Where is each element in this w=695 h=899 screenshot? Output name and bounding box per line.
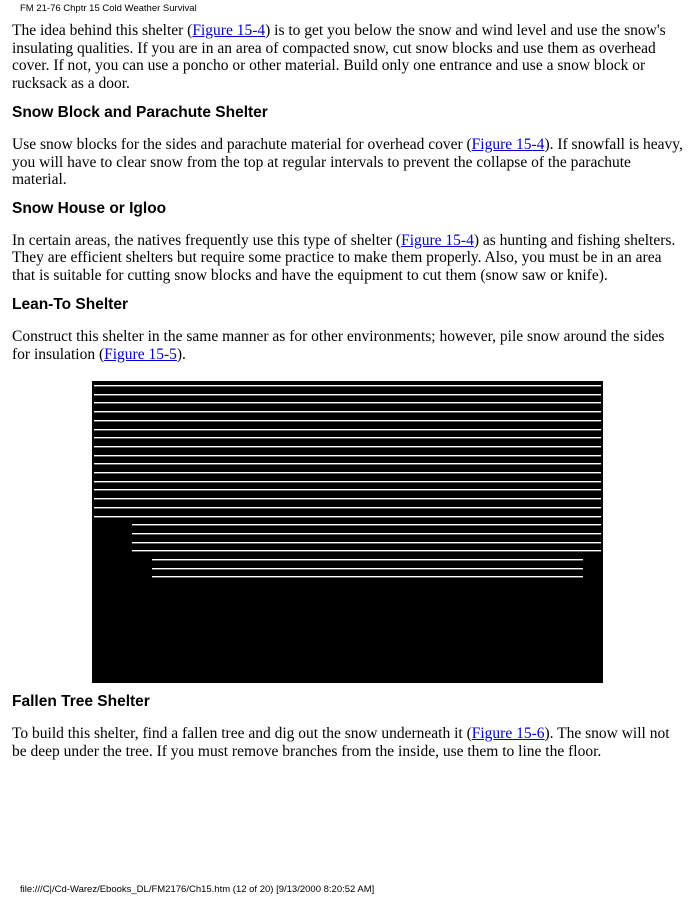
figure-scanline (94, 472, 601, 473)
link-figure-15-4[interactable]: Figure 15-4 (471, 136, 545, 153)
figure-scanline (94, 455, 601, 456)
running-footer: file:///C|/Cd-Warez/Ebooks_DL/FM2176/Ch15.htm (12 of 20) [9/13/2000 8:20:52 AM] (20, 884, 375, 895)
figure-scanline (94, 463, 601, 464)
heading-lean-to-shelter: Lean-To Shelter (12, 296, 128, 313)
figure-scanlines (92, 381, 603, 683)
figure-scanline (152, 576, 583, 577)
figure-scanline (152, 568, 583, 569)
figure-scanline (152, 559, 583, 560)
heading-fallen-tree-shelter: Fallen Tree Shelter (12, 693, 150, 710)
figure-scanline (94, 446, 601, 447)
figure-scanline (94, 385, 601, 386)
figure-scanline (94, 489, 601, 490)
figure-scanline (132, 533, 601, 534)
link-figure-15-4[interactable]: Figure 15-4 (192, 22, 266, 39)
figure-15-5-image (92, 381, 603, 683)
paragraph-snow-house-igloo: In certain areas, the natives frequently use this type of shelter (Figure 15-4) as hunting and fishing shelters. They are efficient shelters but require some practice to make them properly. Also, you must be in an area that is suitable for cutting snow blocks and have the equipment to cut them (snow saw or knife). (12, 231, 676, 284)
link-figure-15-4[interactable]: Figure 15-4 (401, 231, 474, 249)
figure-scanline (132, 542, 601, 543)
figure-scanline (132, 550, 601, 551)
paragraph-snow-cave-intro: The idea behind this shelter (Figure 15-4) is to get you below the snow and wind level and use the snow's insulating qualities. If you are in an area of compacted snow, cut snow blocks and use them as overhead cover. If not, you can use a poncho or other material. Build only one entrance and use a snow block or rucksack as a door. (12, 22, 666, 92)
running-header: FM 21-76 Chptr 15 Cold Weather Survival (20, 3, 197, 14)
paragraph-snow-block-parachute-shelter: Use snow blocks for the sides and parachute material for overhead cover (Figure 15-4). If snowfall is heavy, you will have to clear snow from the top at regular intervals to prevent the collapse of the parachute material. (12, 136, 683, 188)
figure-scanline (94, 498, 601, 499)
figure-scanline (94, 420, 601, 421)
document-body (12, 22, 685, 760)
figure-scanline (94, 429, 601, 430)
heading-snow-house-igloo: Snow House or Igloo (12, 199, 167, 217)
figure-scanline (94, 481, 601, 482)
heading-snow-block-parachute-shelter: Snow Block and Parachute Shelter (12, 104, 268, 121)
figure-scanline (94, 516, 601, 517)
figure-scanline (94, 437, 601, 438)
figure-scanline (94, 394, 601, 395)
link-figure-15-6[interactable]: Figure 15-6 (471, 725, 545, 742)
paragraph-lean-to-shelter: Construct this shelter in the same manner as for other environments; however, pile snow around the sides for insulation (Figure 15-5). (12, 328, 665, 363)
figure-scanline (94, 402, 601, 403)
paragraph-fallen-tree-shelter: To build this shelter, find a fallen tree and dig out the snow underneath it (Figure 15-6). The snow will not be deep under the tree. If you must remove branches from the inside, use them to line the floor. (12, 725, 670, 760)
figure-scanline (94, 507, 601, 508)
figure-scanline (132, 524, 601, 525)
link-figure-15-5[interactable]: Figure 15-5 (104, 345, 177, 363)
figure-scanline (94, 411, 601, 412)
figure-background (92, 381, 603, 683)
